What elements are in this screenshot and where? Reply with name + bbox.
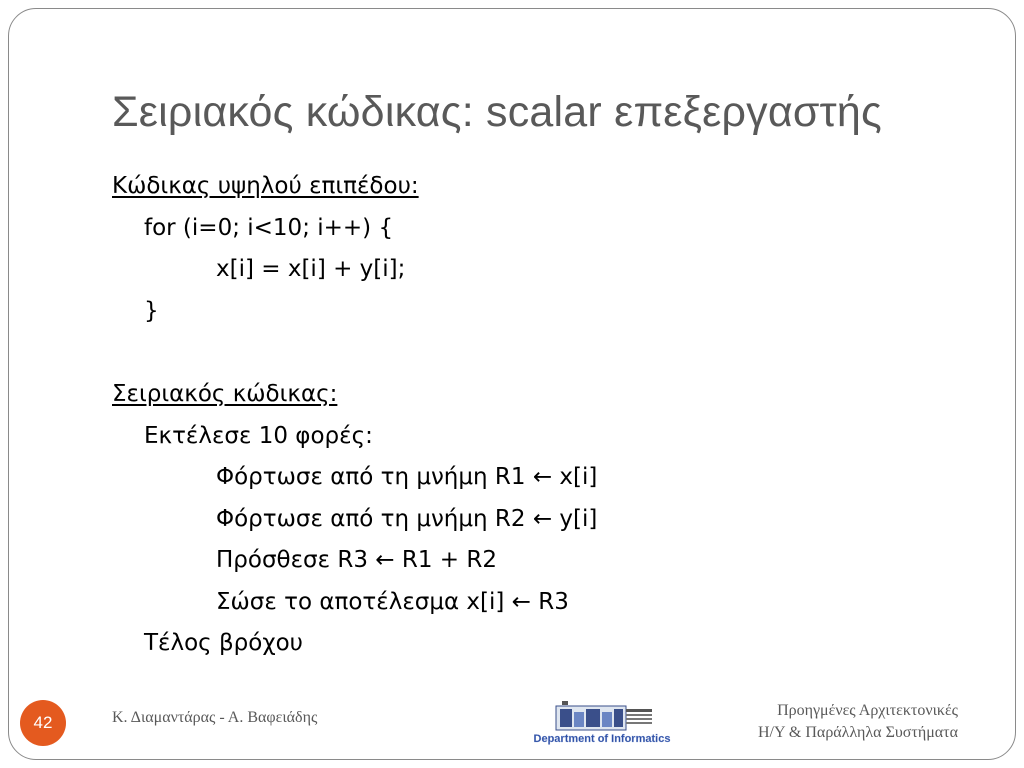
- course-line-2: Η/Υ & Παράλληλα Συστήματα: [757, 724, 958, 741]
- slide-body: [112, 166, 597, 665]
- serial-loop-end: Τέλος βρόχου: [144, 630, 303, 656]
- serial-loop-start: Εκτέλεσε 10 φορές:: [144, 422, 373, 449]
- serial-step-load-r1: Φόρτωσε από τη μνήμη R1 ← x[i]: [216, 464, 598, 490]
- code-line-assign: x[i] = x[i] + y[i];: [216, 256, 406, 282]
- footer-course-title: [758, 700, 958, 744]
- page-number-badge: 42: [20, 700, 66, 746]
- course-line-1: Προηγμένες Αρχιτεκτονικές: [777, 702, 958, 719]
- code-line-for: for (i=0; i<10; i++) {: [144, 214, 394, 241]
- high-level-code-heading: Κώδικας υψηλού επιπέδου:: [112, 173, 419, 199]
- department-logo-text: Department of Informatics: [533, 733, 671, 745]
- serial-code-heading: Σειριακός κώδικας:: [112, 381, 338, 407]
- serial-step-load-r2: Φόρτωσε από τη μνήμη R2 ← y[i]: [216, 505, 598, 532]
- serial-step-store: Σώσε το αποτέλεσμα x[i] ← R3: [216, 588, 569, 615]
- footer-authors: Κ. Διαμαντάρας - Α. Βαφειάδης: [112, 709, 318, 726]
- slide-title: Σειριακός κώδικας: scalar επεξεργαστής: [112, 88, 882, 136]
- department-logo: [526, 700, 678, 746]
- spacer: [112, 332, 597, 374]
- code-line-close-brace: }: [144, 297, 159, 324]
- serial-step-add: Πρόσθεσε R3 ← R1 + R2: [216, 547, 497, 573]
